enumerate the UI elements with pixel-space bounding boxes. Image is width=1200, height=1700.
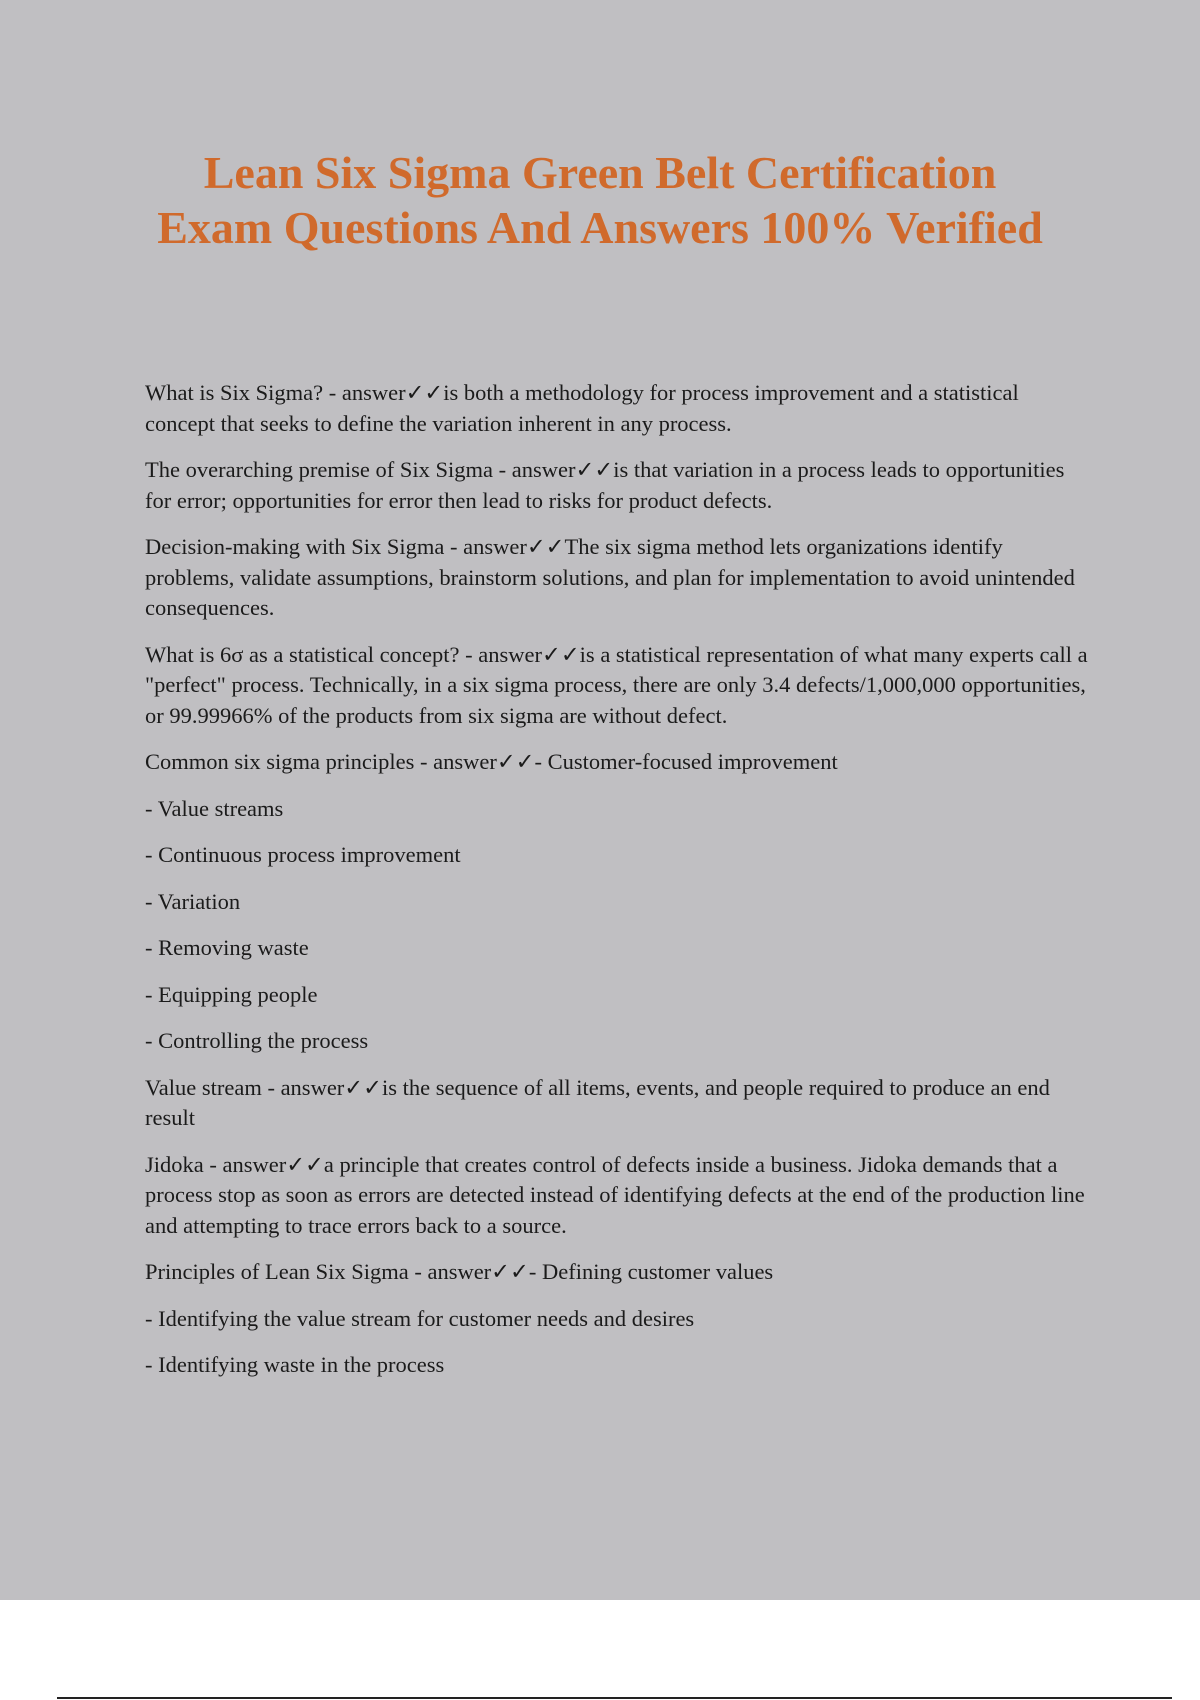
qa-entry-overarching-premise: The overarching premise of Six Sigma - answer✓✓is that variation in a process leads to opportunities for error; opportunities for error then lead to risks for product defects. [145,457,1065,513]
qa-entry-common-principles: Common six sigma principles - answer✓✓- Customer-focused improvement [145,749,838,774]
list-item: - Equipping people [145,981,318,1007]
footer-divider [57,1697,1172,1699]
list-item: - Identifying waste in the process [145,1352,445,1377]
qa-content [145,378,1090,1397]
qa-entry-decision-making: Decision-making with Six Sigma - answer✓✓The six sigma method lets organizations identify problems, validate assumptions, brainstorm solutions, and plan for implementation to avoid unintended consequences. [145,534,1075,620]
title-line-1: Lean Six Sigma Green Belt Certification [203,147,997,198]
title-line-2: Exam Questions And Answers 100% Verified [157,202,1043,253]
list-item: - Identifying the value stream for customer needs and desires [145,1305,695,1331]
list-item: - Variation [145,888,241,914]
qa-entry-value-stream: Value stream - answer✓✓is the sequence of all items, events, and people required to produce an end result [145,1074,1050,1130]
document-title [0,145,1200,255]
qa-entry-what-is-six-sigma: What is Six Sigma? - answer✓✓is both a methodology for process improvement and a statistical concept that seeks to define the variation inherent in any process. [145,380,1019,436]
list-item: - Controlling the process [145,1028,369,1053]
qa-entry-lean-principles: Principles of Lean Six Sigma - answer✓✓- Defining customer values [145,1259,774,1284]
qa-entry-statistical-concept: What is 6σ as a statistical concept? - answer✓✓is a statistical representation of what many experts call a "perfect" process. Technically, in a six sigma process, there are only 3.4 defects/1,000,000 opportunities, or 99.99966% of the products from six sigma are without defect. [145,641,1088,728]
list-item: - Removing waste [145,935,309,960]
qa-entry-jidoka: Jidoka - answer✓✓a principle that creates control of defects inside a business. Jidoka demands that a process stop as soon as errors are detected instead of identifying defects at the end of the production line and attempting to trace errors back to a source. [145,1151,1085,1238]
list-item: - Continuous process improvement [145,842,461,867]
list-item: - Value streams [145,795,284,821]
